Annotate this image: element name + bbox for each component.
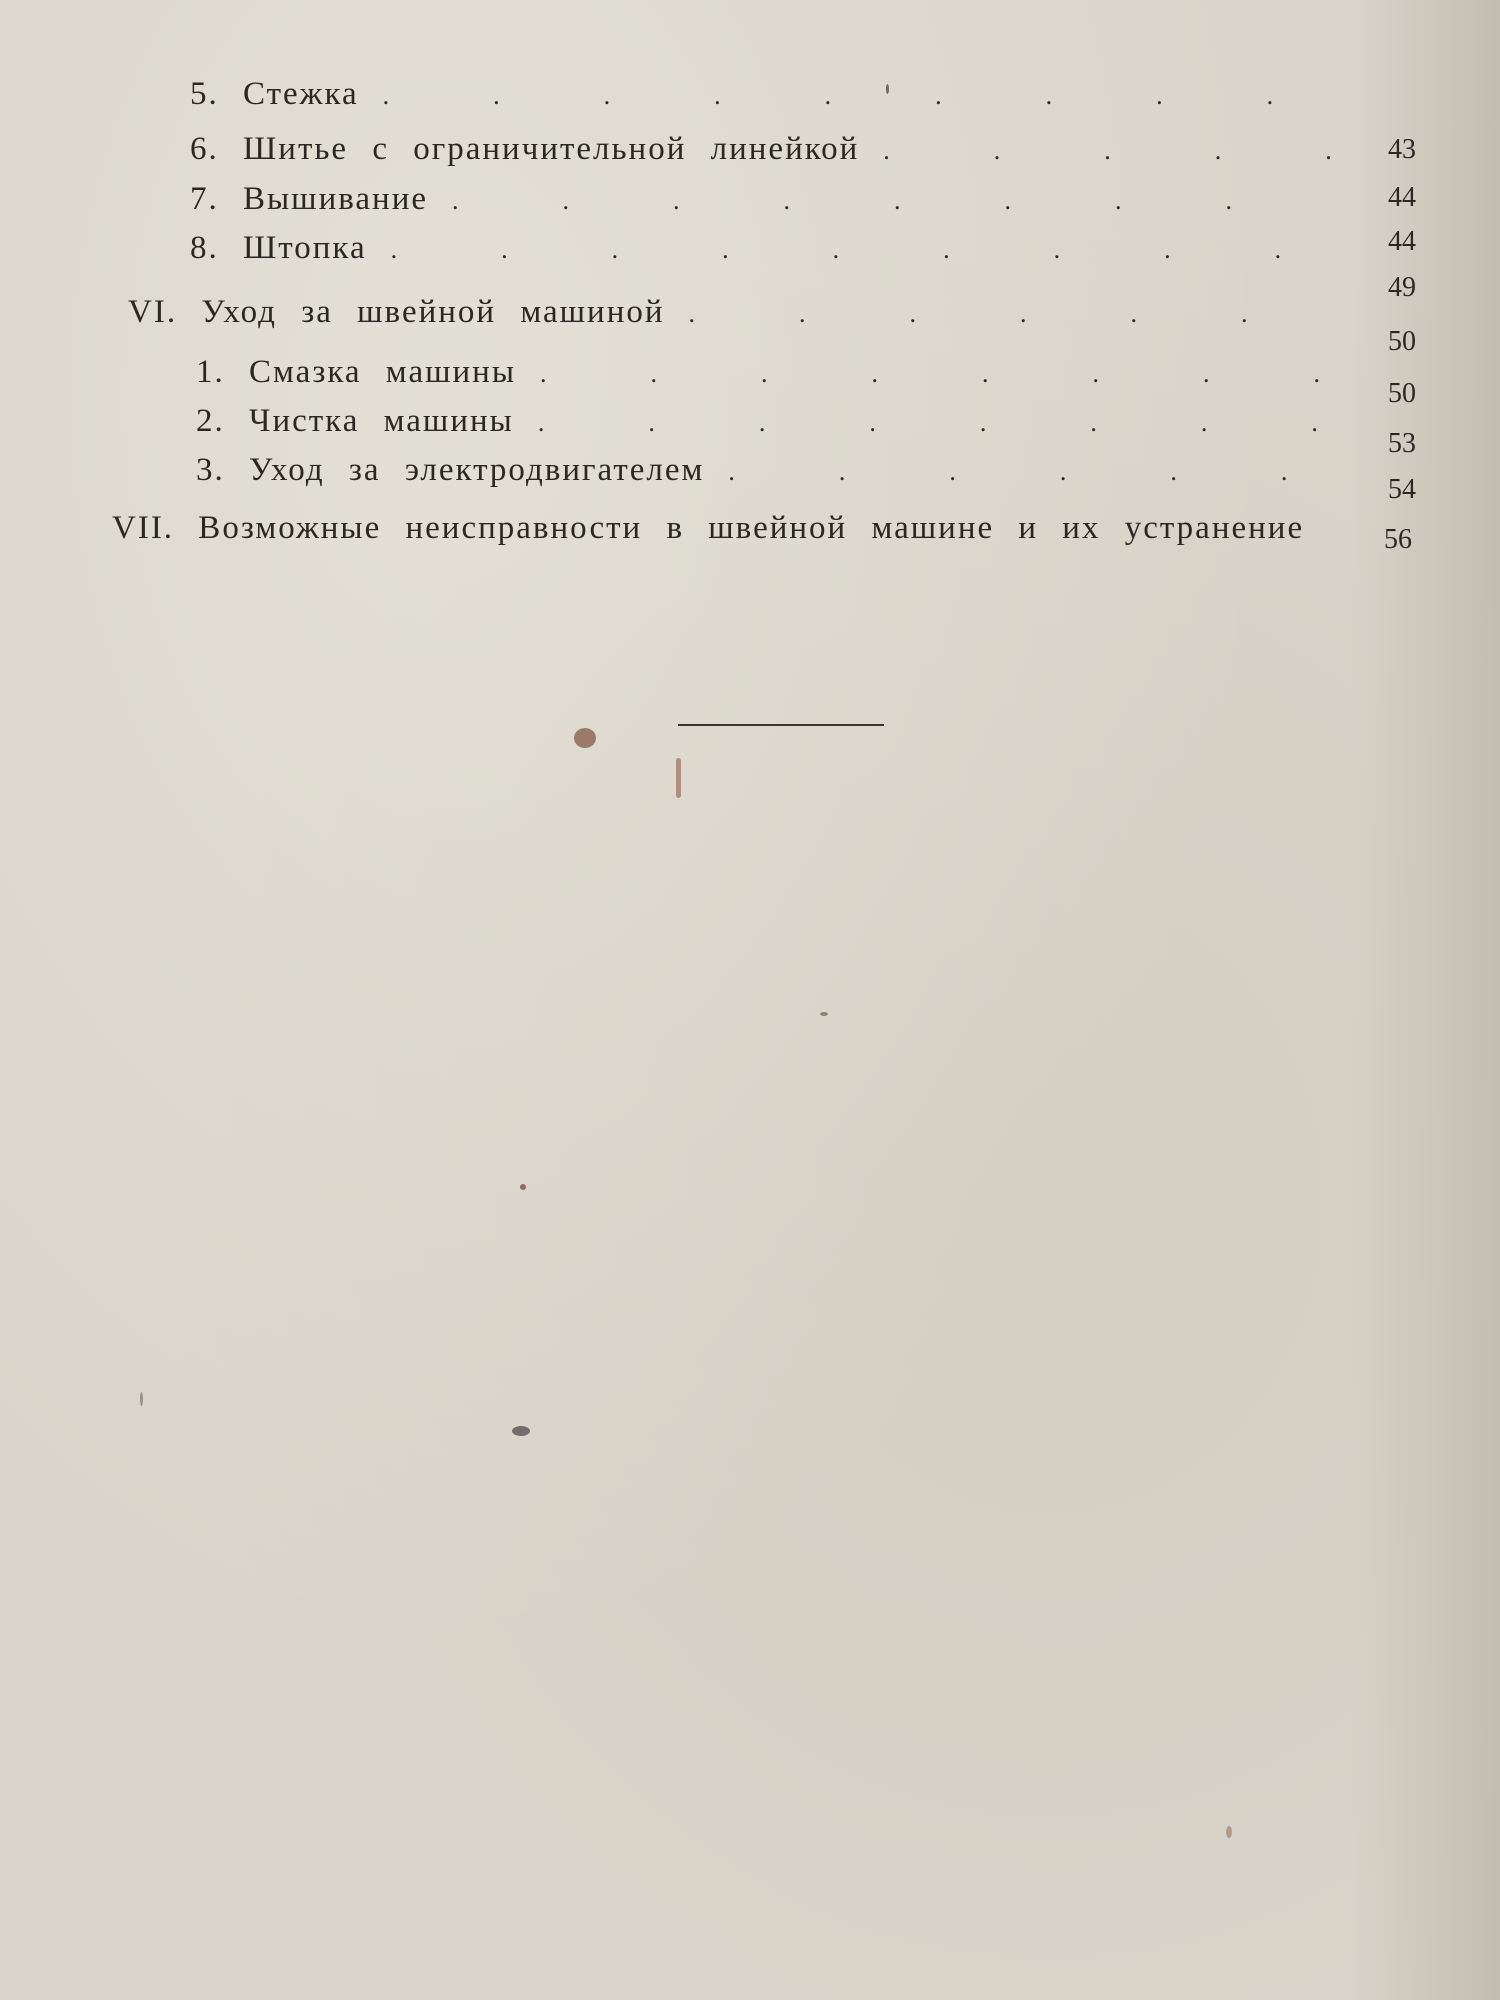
dot-leader [540,354,1332,391]
page-number: 44 [1388,226,1416,257]
page-number: 53 [1388,428,1416,459]
toc-entry-label: 3. Уход за электродвигателем [196,452,705,488]
page-number: 43 [1388,134,1416,165]
dot-leader [689,294,1332,331]
toc-entry [196,403,1350,443]
dot-leader [391,230,1332,267]
toc-entry-label: 8. Штопка [190,230,367,266]
toc-entry-label: 5. Стежка [190,76,359,112]
page-number: 50 [1388,378,1416,409]
paper-stain [574,728,596,748]
paper-stain [676,758,681,798]
page-number: 50 [1388,326,1416,357]
toc-entry-label: 2. Чистка машины [196,403,514,439]
paper-stain [512,1426,530,1436]
toc-entry [190,230,1350,270]
toc-entry-label: VII. Возможные неисправности в швейной машине и их устранение [112,510,1305,546]
page-number: 44 [1388,182,1416,213]
dot-leader [538,403,1332,440]
dot-leader [883,131,1332,168]
toc-entry [190,131,1350,171]
dot-leader [728,452,1332,489]
paper-stain [1226,1826,1232,1838]
toc-section [112,510,1362,550]
toc-entry-label: VI. Уход за швейной машиной [128,294,665,330]
toc-entry-label: 1. Смазка машины [196,354,516,390]
page-number: 54 [1388,474,1416,505]
dot-leader [383,76,1332,113]
toc-entry-label: 6. Шитье с ограничительной линейкой [190,131,860,167]
page-number: 49 [1388,272,1416,303]
paper-stain [520,1184,526,1190]
toc-entry [190,76,1350,116]
paper-stain [886,84,889,94]
dot-leader [452,181,1332,218]
toc-entry [196,354,1350,394]
toc-entry [196,452,1350,492]
paper-stain [140,1392,143,1406]
toc-entry [190,181,1350,221]
page-number: 56 [1384,524,1412,555]
toc-entry-label: 7. Вышивание [190,181,429,217]
paper-stain [820,1012,828,1016]
toc-section [128,294,1350,334]
end-rule [678,724,884,726]
